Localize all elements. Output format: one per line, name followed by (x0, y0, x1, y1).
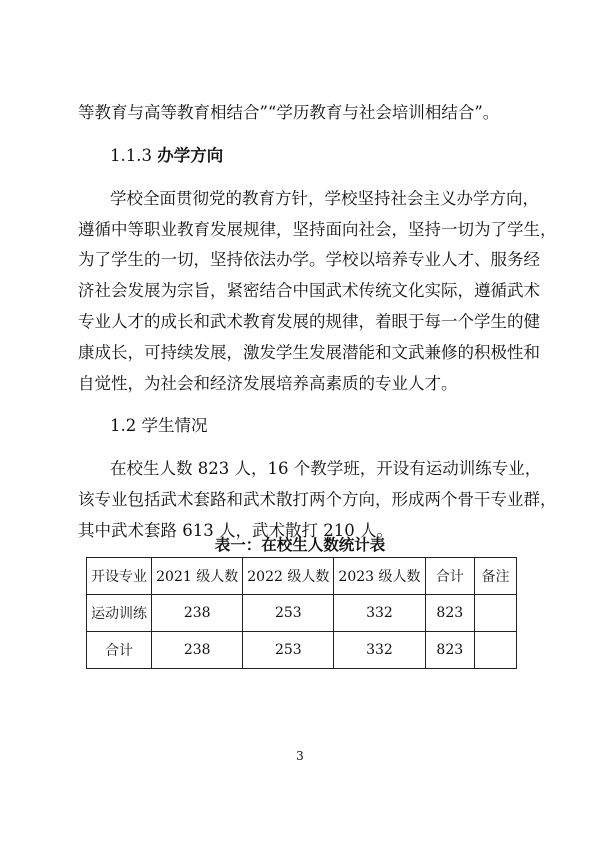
table-cell: 238 (152, 632, 243, 669)
table-cell: 253 (243, 595, 334, 632)
section-number: 1.2 (110, 416, 137, 435)
student-count-table (86, 557, 517, 669)
section-title: 学生情况 (141, 416, 208, 435)
paragraph-line: 自觉性，为社会和经济发展培养高素质的专业人才。 (78, 374, 458, 393)
paragraph-line: 康成长，可持续发展，激发学生发展潜能和文武兼修的积极性和 (78, 343, 540, 362)
table-cell (475, 632, 517, 669)
paragraph-line: 其中武术套路 613 人，武术散打 210 人。 (78, 521, 393, 540)
section-heading-1-1-3 (110, 142, 223, 166)
table-cell: 823 (425, 632, 474, 669)
paragraph-line: 济社会发展为宗旨，紧密结合中国武术传统文化实际，遵循武术 (78, 281, 540, 300)
table-cell: 合计 (87, 632, 152, 669)
section-heading-1-2 (110, 412, 208, 436)
paragraph-line: 专业人才的成长和武术教育发展的规律，着眼于每一个学生的健 (78, 312, 540, 331)
table-cell: 332 (334, 595, 425, 632)
paragraph-line: 该专业包括武术套路和武术散打两个方向，形成两个骨干专业群， (78, 490, 557, 509)
table-row (87, 595, 517, 632)
page-number: 3 (296, 749, 304, 763)
paragraph-line: 在校生人数 823 人，16 个教学班，开设有运动训练专业， (110, 459, 542, 478)
paragraph-line: 遵循中等职业教育发展规律，坚持面向社会，坚持一切为了学生， (78, 220, 557, 239)
header-cell: 2021 级人数 (152, 558, 243, 595)
table-row (87, 632, 517, 669)
header-cell: 备注 (475, 558, 517, 595)
table-cell: 332 (334, 632, 425, 669)
header-cell: 2022 级人数 (243, 558, 334, 595)
table-cell: 823 (425, 595, 474, 632)
paragraph-line: 为了学生的一切，坚持依法办学。学校以培养专业人才、服务经 (78, 250, 540, 269)
header-cell: 2023 级人数 (334, 558, 425, 595)
table-cell: 238 (152, 595, 243, 632)
table-caption: 表一：在校生人数统计表 (214, 536, 386, 554)
section-title: 办学方向 (157, 146, 224, 165)
header-cell: 开设专业 (87, 558, 152, 595)
table-header-row (87, 558, 517, 595)
table-cell: 253 (243, 632, 334, 669)
table-cell (475, 595, 517, 632)
section-number: 1.1.3 (110, 146, 152, 165)
table-cell: 运动训练 (87, 595, 152, 632)
paragraph-line: 等教育与高等教育相结合”“学历教育与社会培训相结合”。 (78, 103, 500, 122)
header-cell: 合计 (425, 558, 474, 595)
paragraph-line: 学校全面贯彻党的教育方针，学校坚持社会主义办学方向， (110, 189, 539, 208)
